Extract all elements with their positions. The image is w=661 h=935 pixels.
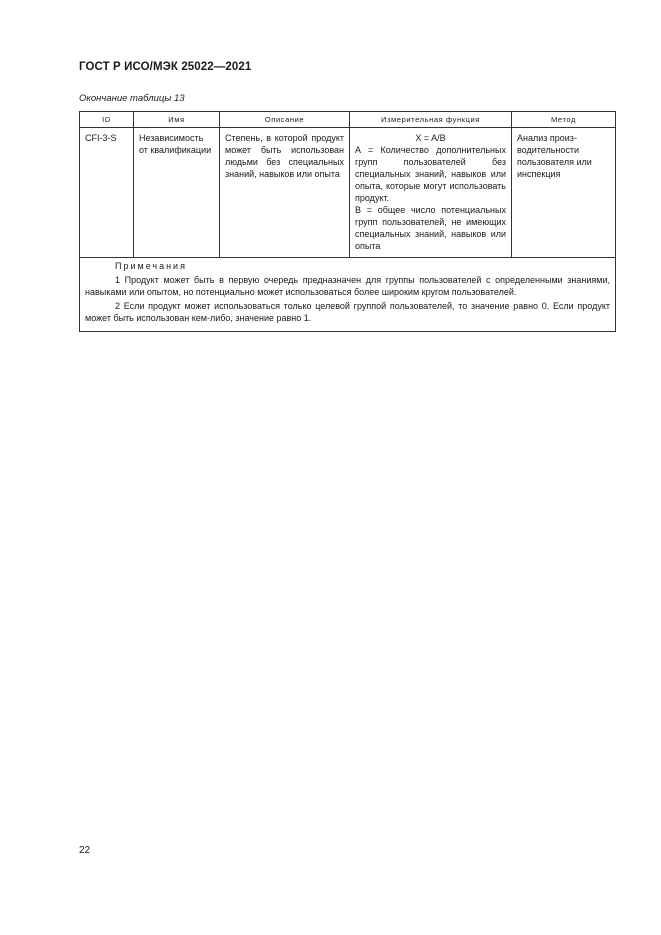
table-row — [80, 128, 616, 258]
notes-row — [80, 257, 616, 331]
table-caption: Окончание таблицы 13 — [79, 93, 185, 104]
notes-heading: Примечания — [115, 260, 187, 271]
table-header-row — [80, 112, 616, 128]
page-number: 22 — [79, 845, 91, 856]
note-1: 1 Продукт может быть в первую очередь предназначен для группы пользователей с определенными знаниями, навыками или опытом, но потенциально может использоваться более широким кругом пользователей. — [85, 274, 610, 297]
cell-id: CFI-3-S — [80, 128, 134, 258]
cell-method: Анализ производительности пользователя или инспекция — [512, 128, 616, 258]
formula-definition-a: A = Количество дополнительных групп пользователей без специальных знаний, навыков или опыта, которые могут использовать продукт. — [355, 144, 506, 203]
note-2: 2 Если продукт может использоваться только целевой группой пользователей, то значение равно 0. Если продукт может быть использован кем-либо, значение равно 1. — [85, 300, 610, 323]
formula-definition-b: B = общее число потенциальных групп пользователей, не имеющих специальных знаний, навыков или опыта — [355, 204, 506, 251]
cell-description: Степень, в которой продукт может быть использован людьми без специальных знаний, навыков или опыта — [220, 128, 350, 258]
column-header-function: Измерительная функция — [350, 112, 512, 128]
metrics-table — [79, 111, 616, 332]
document-header: ГОСТ Р ИСО/МЭК 25022—2021 — [79, 61, 252, 73]
cell-function — [350, 128, 512, 258]
notes-cell — [80, 257, 616, 331]
column-header-description: Описание — [220, 112, 350, 128]
formula-text: X = A/B — [415, 133, 446, 143]
column-header-method: Метод — [512, 112, 616, 128]
column-header-id: ID — [80, 112, 134, 128]
cell-name: Независимость от квалификации — [134, 128, 220, 258]
column-header-name: Имя — [134, 112, 220, 128]
